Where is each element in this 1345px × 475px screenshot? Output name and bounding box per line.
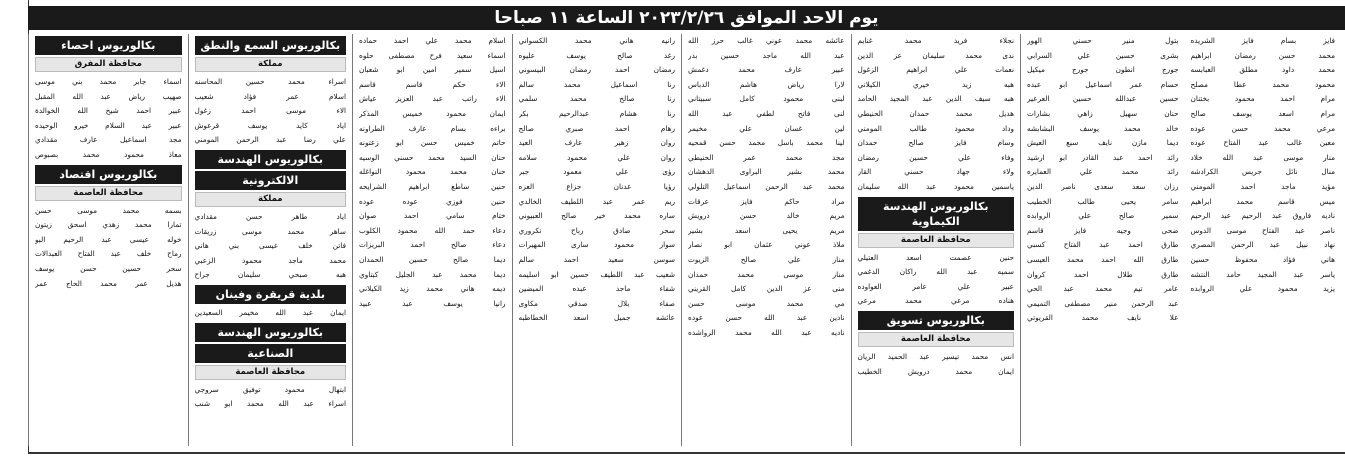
applicant-name: عبد الرحمن منير مصطفى التميمي <box>1026 298 1179 308</box>
applicant-name: عبير علي عامر العواوده <box>857 281 1014 291</box>
applicant-name: مي محمد موسى حسن <box>688 298 845 308</box>
name-column <box>851 34 1020 446</box>
applicant-name: ديمه هاني محمد زيد الكيلاني <box>359 284 506 294</box>
applicant-name: محمد بشير البراوى الدهشان <box>688 167 845 177</box>
applicant-name: ايمان محمد درويش الخطيب <box>857 366 1014 376</box>
applicant-name: بسمه محمد موسى حسن <box>35 205 182 215</box>
region-label: محافظة العاصمة <box>35 186 182 201</box>
applicant-name: نجلاء فريد محمد غنايم <box>857 36 1014 45</box>
applicant-name: طارق طلال احمد كروان <box>1026 269 1179 279</box>
applicant-name: طارق احمد عبد الفتاح كسبي <box>1026 240 1179 250</box>
applicant-name: مجد محمد عمر الحنيطي <box>688 152 845 162</box>
applicant-name: اياد طاهر حسن مقدادي <box>194 211 347 221</box>
applicant-name: حاتم خميس حسن ابو زعتونه <box>359 138 506 148</box>
applicant-name: براءه بسام عارف الطراونه <box>359 123 506 133</box>
applicant-name: سوسن سعيد احمد سالم <box>518 254 676 264</box>
applicant-name: روان علي محمود سلامه <box>518 152 676 162</box>
applicant-name: دعاء صالح احمد البريزات <box>359 240 506 250</box>
applicant-name: مرعي محمد حسن عوده <box>1190 123 1335 133</box>
applicant-name: ريم عمر عبد اللطيف الخالدي <box>518 196 676 206</box>
name-column <box>681 34 850 446</box>
applicant-name: رائد احمد عبد القادر ابو ارشيد <box>1026 152 1179 162</box>
applicant-name: عائشه جميل اسعد الخطاطبه <box>518 313 676 323</box>
applicant-name: مريم خالد حسن درويش <box>688 211 845 221</box>
applicant-name: وسام فايز صالح حمدان <box>857 138 1014 148</box>
applicant-name: ندى محمد سليمان عز الدين <box>857 50 1014 60</box>
applicant-name: ديما صالح حسين الحمدان <box>359 254 506 264</box>
region-label: مملكة <box>195 192 347 207</box>
applicant-name: ميس قاسم محمد ابراهيم <box>1190 196 1335 206</box>
applicant-name: حنين عصمت اسعد العتيلي <box>857 252 1014 262</box>
applicant-name: رمضان احمد رمضان البيسوني <box>518 65 676 75</box>
applicant-name: فايز بسام فايز الشريده <box>1190 36 1335 45</box>
applicant-name: طارق الله احمد محمد العيسى <box>1026 254 1179 264</box>
applicant-name: وداد محمود طالب المومني <box>857 123 1014 133</box>
applicant-name: عائشه محمد عوني غالب حرز الله <box>688 36 845 45</box>
applicant-name: ختام سامي احمد صوان <box>359 211 506 221</box>
applicant-name: دعاء حمد الله محمود الكلوب <box>359 225 506 235</box>
applicant-name: حنان السيد محمد حسني الوسيه <box>359 152 506 162</box>
applicant-name: اسلام عمر فؤاد شعيب <box>194 91 347 101</box>
applicant-name: ساره محمد خير صالح العبيوني <box>518 211 676 221</box>
applicant-name: ناديه فاروق عبد الرحيم عبد الرحيم <box>1190 211 1335 221</box>
applicant-name: حنين ساطع ابراهيم الشرايحه <box>359 181 506 191</box>
applicant-name: لنى فاتح لطفي عبد الله <box>688 108 845 118</box>
applicant-name: رزان سعد سعدى ناصر الدين <box>1026 181 1179 191</box>
region-label: محافظة العاصمة <box>858 332 1014 347</box>
applicant-name: اسراء محمد حسين المحاسنه <box>194 77 347 86</box>
applicant-name: عبد الله ماجد حسين بدر <box>688 50 845 60</box>
applicant-name: لبنى محمود كامل سبيتاني <box>688 94 845 104</box>
applicant-name: ناديه عبد الله محمد الرواشده <box>688 327 845 337</box>
date-banner: يوم الاحد الموافق ٢٠٢٣/٢/٢٦ الساعة ١١ صباحا <box>28 6 1345 30</box>
applicant-name: رنا اسماعيل محمد سالم <box>518 79 676 89</box>
applicant-name: اسماء سعيد فرح مصطفى حلوه <box>359 50 506 60</box>
applicant-name: سوار محمود سارى المهيرات <box>518 240 676 250</box>
applicant-name: رغد صالح يوسف عليوه <box>518 50 676 60</box>
applicant-name: سحر حسين حسن يوسف <box>35 263 182 273</box>
bottom-rule <box>28 452 1345 454</box>
applicant-name: منى عز الدين كامل القريني <box>688 284 845 294</box>
applicant-name: ديما مازن نايف سبع العيش <box>1026 138 1179 148</box>
section-header: الصناعية <box>195 344 347 363</box>
applicant-name: خوله عيسى عبد الرحيم البو <box>35 234 182 244</box>
applicant-name: يزيد محمود علي الروابده <box>1190 284 1335 294</box>
applicant-name: علي رضا عبد الرحمن المومني <box>194 135 347 145</box>
applicant-name: حنان سهيل زاهي بشارات <box>1026 108 1179 118</box>
applicant-name: نادين عبد الله حسن عوده <box>688 313 845 323</box>
applicant-name: الاء راتب عبد العزيز عياش <box>359 94 506 104</box>
name-columns <box>28 34 1341 446</box>
section-header: بكالوريوس الهندسة <box>195 323 347 342</box>
region-label: محافظة المفرق <box>35 57 182 72</box>
applicant-name: لينا محمد باسل محمد حسن قمحيه <box>688 138 845 148</box>
section-header: الالكترونية <box>195 171 347 190</box>
applicant-name: اياد كايد يوسف قرعوش <box>194 120 347 130</box>
applicant-name: ايمان عبد الله مخيمر السعيدين <box>194 307 347 317</box>
name-column <box>512 34 681 446</box>
section-header: بكالوريوس الهندسة <box>195 150 347 169</box>
applicant-name: محمد عبد الرحمن اسماعيل التلولي <box>688 181 845 191</box>
applicant-name: ساهر محمد موسى زريقات <box>194 226 347 236</box>
section-header: بكالوريوس اقتصاد <box>35 165 182 184</box>
applicant-name: اسماء جابر محمد بني موسى <box>35 77 182 86</box>
applicant-name: شعيب عبد اللطيف حسين ابو اسليمه <box>518 269 676 279</box>
applicant-name: حسين عبدالله حسين العرعير <box>1026 94 1179 104</box>
applicant-name: صفاء بلال صدقي مكاوى <box>518 298 676 308</box>
applicant-name: محمد داود مطلق العبابسه <box>1190 65 1335 75</box>
name-column <box>1020 34 1185 446</box>
applicant-name: مرام اسعد يوسف صالح <box>1190 108 1335 118</box>
applicant-name: هبه زيد خيري الكيلاني <box>857 79 1014 89</box>
region-label: محافظة العاصمة <box>195 365 347 380</box>
applicant-name: ديما محمد عبد الجليل كبتاوي <box>359 269 506 279</box>
applicant-name: انس محمد تيسير عبد الحميد الريان <box>857 351 1014 361</box>
name-column <box>188 34 353 446</box>
section-header: بلدية قريقرة وفينان <box>195 285 347 304</box>
applicant-name: هاني فؤاد محفوظ حسين <box>1190 254 1335 264</box>
applicant-name: محمود محمد عطا مصلح <box>1190 79 1335 89</box>
applicant-name: سحر صادق رباح تكروري <box>518 225 676 235</box>
applicant-name: ابتهال محمود توفيق سروجي <box>194 384 347 394</box>
applicant-name: بتول منير حسني الهور <box>1026 36 1179 45</box>
applicant-name: الاء موسى احمد زغول <box>194 106 347 116</box>
region-label: مملكة <box>195 57 347 72</box>
applicant-name: معين غالب عبد الفتاح عوده <box>1190 138 1335 148</box>
applicant-name: ياسمين محمود عبد الله سليمان <box>857 181 1014 191</box>
applicant-name: مرام احمد محمود بختنان <box>1190 94 1335 104</box>
applicant-name: علا نايف محمد القريوتي <box>1026 313 1179 323</box>
applicant-name: منار علي صالح الزيوت <box>688 254 845 264</box>
applicant-name: روان زهير عارف العيد <box>518 138 676 148</box>
region-label: محافظة العاصمة <box>858 233 1014 248</box>
applicant-name: منار موسى محمد حمدان <box>688 269 845 279</box>
applicant-name: هبه صبحي سليمان جراح <box>194 270 347 280</box>
applicant-name: ملاذ عوني عثمان ابو نصار <box>688 240 845 250</box>
applicant-name: عبير عارف محمد دغمش <box>688 65 845 75</box>
applicant-name: معاذ محمود محمد بصبوص <box>35 149 182 159</box>
applicant-name: سمير صالح علي الروابده <box>1026 211 1179 221</box>
applicant-name: ايمان محمود خميس المذكر <box>359 108 506 118</box>
applicant-name: مؤيد ماجد احمد المومني <box>1190 181 1335 191</box>
applicant-name: لين غسان علي مخيمر <box>688 123 845 133</box>
applicant-name: عبير عبد السلام خيرو الوحيده <box>35 120 182 130</box>
applicant-name: عبير احمد شيخ الله الخوالدة <box>35 106 182 116</box>
applicant-name: حنان محمد محمود النواغله <box>359 167 506 177</box>
applicant-name: رانيا يوسف عبد عبيد <box>359 298 506 308</box>
name-column <box>28 34 188 446</box>
applicant-name: بشرى حسين علي السرابي <box>1026 50 1179 60</box>
applicant-name: اسراء عبد الله محمد ابو شنب <box>194 399 347 409</box>
applicant-name: حسام عمر اسماعيل ابو عبده <box>1026 79 1179 89</box>
applicant-name: اسيل سمير امين ابو شعبان <box>359 65 506 75</box>
applicant-name: رنا صالح محمد سلمي <box>518 94 676 104</box>
applicant-name: عامر تيم محمد عبد الحي <box>1026 284 1179 294</box>
applicant-name: ضحى وجيه فايز قاسم <box>1026 225 1179 235</box>
applicant-name: رؤيا عدنان جزاع العزه <box>518 181 676 191</box>
applicant-name: نهاد نبيل عبد الرحمن المصري <box>1190 240 1335 250</box>
applicant-name: محمد ماجد محمود الزعبي <box>194 255 347 265</box>
applicant-name: ياسر عبد المجيد حامد النتشه <box>1190 269 1335 279</box>
name-column <box>1184 34 1341 446</box>
applicant-name: فاتن خلف عيسى بني هاني <box>194 241 347 251</box>
applicant-name: سامر يحيى طالب الخطيب <box>1026 196 1179 206</box>
applicant-name: رنا هشام عبدالرحيم بكر <box>518 108 676 118</box>
applicant-name: رماح خلف عبد الفتاح العبدالات <box>35 249 182 259</box>
applicant-name: محمد حسن رمضان ابراهيم <box>1190 50 1335 60</box>
applicant-name: هبه سيف الدين عبد المجيد الحامد <box>857 94 1014 104</box>
name-column <box>352 34 512 446</box>
applicant-name: رهام احمد صبري صالح <box>518 123 676 133</box>
applicant-name: رؤى علي معمود جبر <box>518 167 676 177</box>
applicant-name: رائد محمد علي العمايره <box>1026 167 1179 177</box>
applicant-name: ولاء جهاد حسني القار <box>857 167 1014 177</box>
applicant-name: خالد محمد يوسف البشابشه <box>1026 123 1179 133</box>
applicant-name: حنين فوزي عوده عوده <box>359 196 506 206</box>
applicant-name: مريم يحيى اسعد بشير <box>688 225 845 235</box>
applicant-name: اسلام محمد علي احمد حماده <box>359 36 506 45</box>
applicant-name: ناصر عبد الفتاح موسى الدوس <box>1190 225 1335 235</box>
applicant-name: هديل عمر محمد الحاج عمر <box>35 278 182 288</box>
applicant-name: شفاء ماجد عبده الميضين <box>518 284 676 294</box>
applicant-name: نعمات علي ابراهيم الزغول <box>857 65 1014 75</box>
applicant-name: جورج انطون جورج ميكيل <box>1026 65 1179 75</box>
applicant-name: مراد حاكم فايز عرقات <box>688 196 845 206</box>
section-header: بكالوريوس تسويق <box>858 311 1014 330</box>
applicant-name: تمارا محمد زهدي اسحق زيتون <box>35 220 182 230</box>
applicant-name: الاء حكم قاسم قاسم <box>359 79 506 89</box>
applicant-name: منار موسى عبد الله خلاد <box>1190 152 1335 162</box>
section-header: بكالوريوس السمع والنطق <box>195 36 347 55</box>
section-header: بكالوريوس الهندسة الكيماوية <box>858 197 1014 231</box>
applicant-name: رانيه هاني محمد الكسواني <box>518 36 676 45</box>
applicant-name: هديل محمد حمدان الحنيطي <box>857 108 1014 118</box>
applicant-name: منال نائل جريس الكرادشه <box>1190 167 1335 177</box>
section-header: بكالوريوس احصاء <box>35 36 182 55</box>
applicant-name: لارا رياض هاشم الدباس <box>688 79 845 89</box>
applicant-name: وفاء علي حسين رمضان <box>857 152 1014 162</box>
applicant-name: سميه عبد الله راكان الدغمي <box>857 267 1014 277</box>
applicant-name: صهيب رياض عبد الله المقبل <box>35 91 182 101</box>
applicant-name: مجد اسماعيل عارف مقدادي <box>35 135 182 145</box>
applicant-name: هناده مرعي محمد مرعي <box>857 296 1014 306</box>
